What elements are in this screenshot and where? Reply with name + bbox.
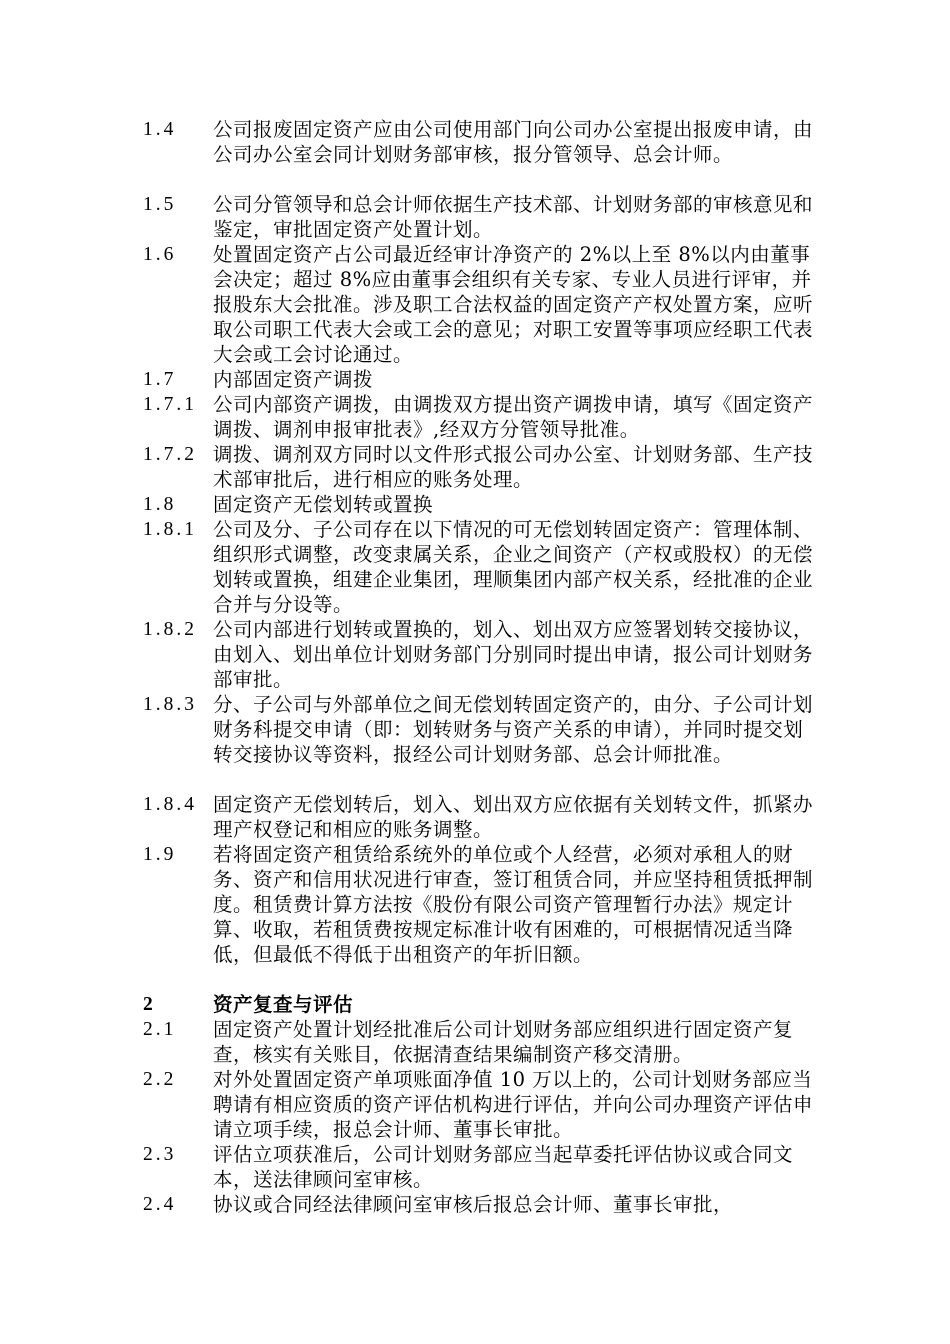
clause-number: 1.8.1: [143, 519, 197, 540]
clause-number: 1.8: [143, 494, 177, 515]
clause-1-8-2: [143, 617, 823, 692]
clause-2-4: [143, 1192, 823, 1217]
clause-2-2: [143, 1067, 823, 1142]
clause-text: 协议或合同经法律顾问室审核后报总会计师、董事长审批，: [213, 1193, 734, 1216]
clause-number: 1.8.3: [143, 694, 197, 715]
clause-1-7-1: [143, 392, 823, 442]
clause-1-9: [143, 842, 823, 967]
clause-number: 2.2: [143, 1069, 177, 1090]
clause-number: 1.4: [143, 119, 177, 140]
clause-2-3: [143, 1142, 823, 1192]
clause-number: 2.1: [143, 1019, 177, 1040]
clause-number: 1.8.2: [143, 619, 197, 640]
clause-number: 2.4: [143, 1194, 177, 1215]
clause-1-8-1: [143, 517, 823, 617]
clause-number: 1.7.2: [143, 444, 197, 465]
clause-1-5: [143, 192, 823, 242]
clause-1-8-4: [143, 792, 823, 842]
clause-text: 评估立项获准后，公司计划财务部应当起草委托评估协议或合同文本，送法律顾问室审核。: [213, 1143, 794, 1191]
clause-number: 1.9: [143, 844, 177, 865]
clause-text: 公司内部资产调拨，由调拨双方提出资产调拨申请，填写《固定资产调拨、调剂申报审批表》,经双方分管领导批准。: [213, 393, 814, 441]
clause-number: 1.7: [143, 369, 177, 390]
clause-text: 固定资产处置计划经批准后公司计划财务部应组织进行固定资产复查，核实有关账目，依据清查结果编制资产移交清册。: [213, 1018, 794, 1066]
section-number: 2: [143, 994, 156, 1015]
clause-text: 公司分管领导和总会计师依据生产技术部、计划财务部的审核意见和鉴定，审批固定资产处置计划。: [213, 193, 814, 241]
clause-text: 处置固定资产占公司最近经审计净资产的 2%以上至 8%以内由董事会决定；超过 8%应由董事会组织有关专家、专业人员进行评审，并报股东大会批准。涉及职工合法权益的固定资产产权处置方案，应听取公司职工代表大会或工会的意见；对职工安置等事项应经职工代表大会或工会讨论通过。: [213, 243, 814, 366]
clause-text: 分、子公司与外部单位之间无偿划转固定资产的，由分、子公司计划财务科提交申请（即：划转财务与资产关系的申请），并同时提交划转交接协议等资料，报经公司计划财务部、总会计师批准。: [213, 693, 814, 766]
clause-text: 内部固定资产调拨: [213, 368, 374, 391]
clause-text: 调拨、调剂双方同时以文件形式报公司办公室、计划财务部、生产技术部审批后，进行相应的账务处理。: [213, 443, 814, 491]
clause-text: 固定资产无偿划转后，划入、划出双方应依据有关划转文件，抓紧办理产权登记和相应的账务调整。: [213, 793, 814, 841]
section-2-heading: [143, 992, 823, 1017]
clause-text: 固定资产无偿划转或置换: [213, 493, 434, 516]
clause-text: 公司内部进行划转或置换的，划入、划出双方应签署划转交接协议，由划入、划出单位计划财务部门分别同时提出申请，报公司计划财务部审批。: [213, 618, 814, 691]
clause-text: 公司报废固定资产应由公司使用部门向公司办公室提出报废申请，由公司办公室会同计划财务部审核，报分管领导、总会计师。: [213, 118, 814, 166]
clause-1-7-2: [143, 442, 823, 492]
clause-1-7: [143, 367, 823, 392]
clause-1-8-3: [143, 692, 823, 767]
clause-number: 1.6: [143, 244, 177, 265]
clause-number: 1.5: [143, 194, 177, 215]
clause-1-8: [143, 492, 823, 517]
clause-text: 公司及分、子公司存在以下情况的可无偿划转固定资产：管理体制、组织形式调整，改变隶属关系，企业之间资产（产权或股权）的无偿划转或置换，组建企业集团，理顺集团内部产权关系，经批准的企业合并与分设等。: [213, 518, 814, 616]
clause-number: 2.3: [143, 1144, 177, 1165]
clause-text: 对外处置固定资产单项账面净值 10 万以上的，公司计划财务部应当聘请有相应资质的资产评估机构进行评估，并向公司办理资产评估申请立项手续，报总会计师、董事长审批。: [213, 1068, 814, 1141]
clause-text: 若将固定资产租赁给系统外的单位或个人经营，必须对承租人的财务、资产和信用状况进行审查，签订租赁合同，并应坚持租赁抵押制度。租赁费计算方法按《股份有限公司资产管理暂行办法》规定计算、收取，若租赁费按规定标准计收有困难的，可根据情况适当降低，但最低不得低于出租资产的年折旧额。: [213, 843, 814, 966]
clause-1-4: [143, 117, 823, 167]
clause-number: 1.7.1: [143, 394, 197, 415]
clause-1-6: [143, 242, 823, 367]
section-title: 资产复查与评估: [213, 993, 354, 1016]
clause-number: 1.8.4: [143, 794, 197, 815]
clause-2-1: [143, 1017, 823, 1067]
